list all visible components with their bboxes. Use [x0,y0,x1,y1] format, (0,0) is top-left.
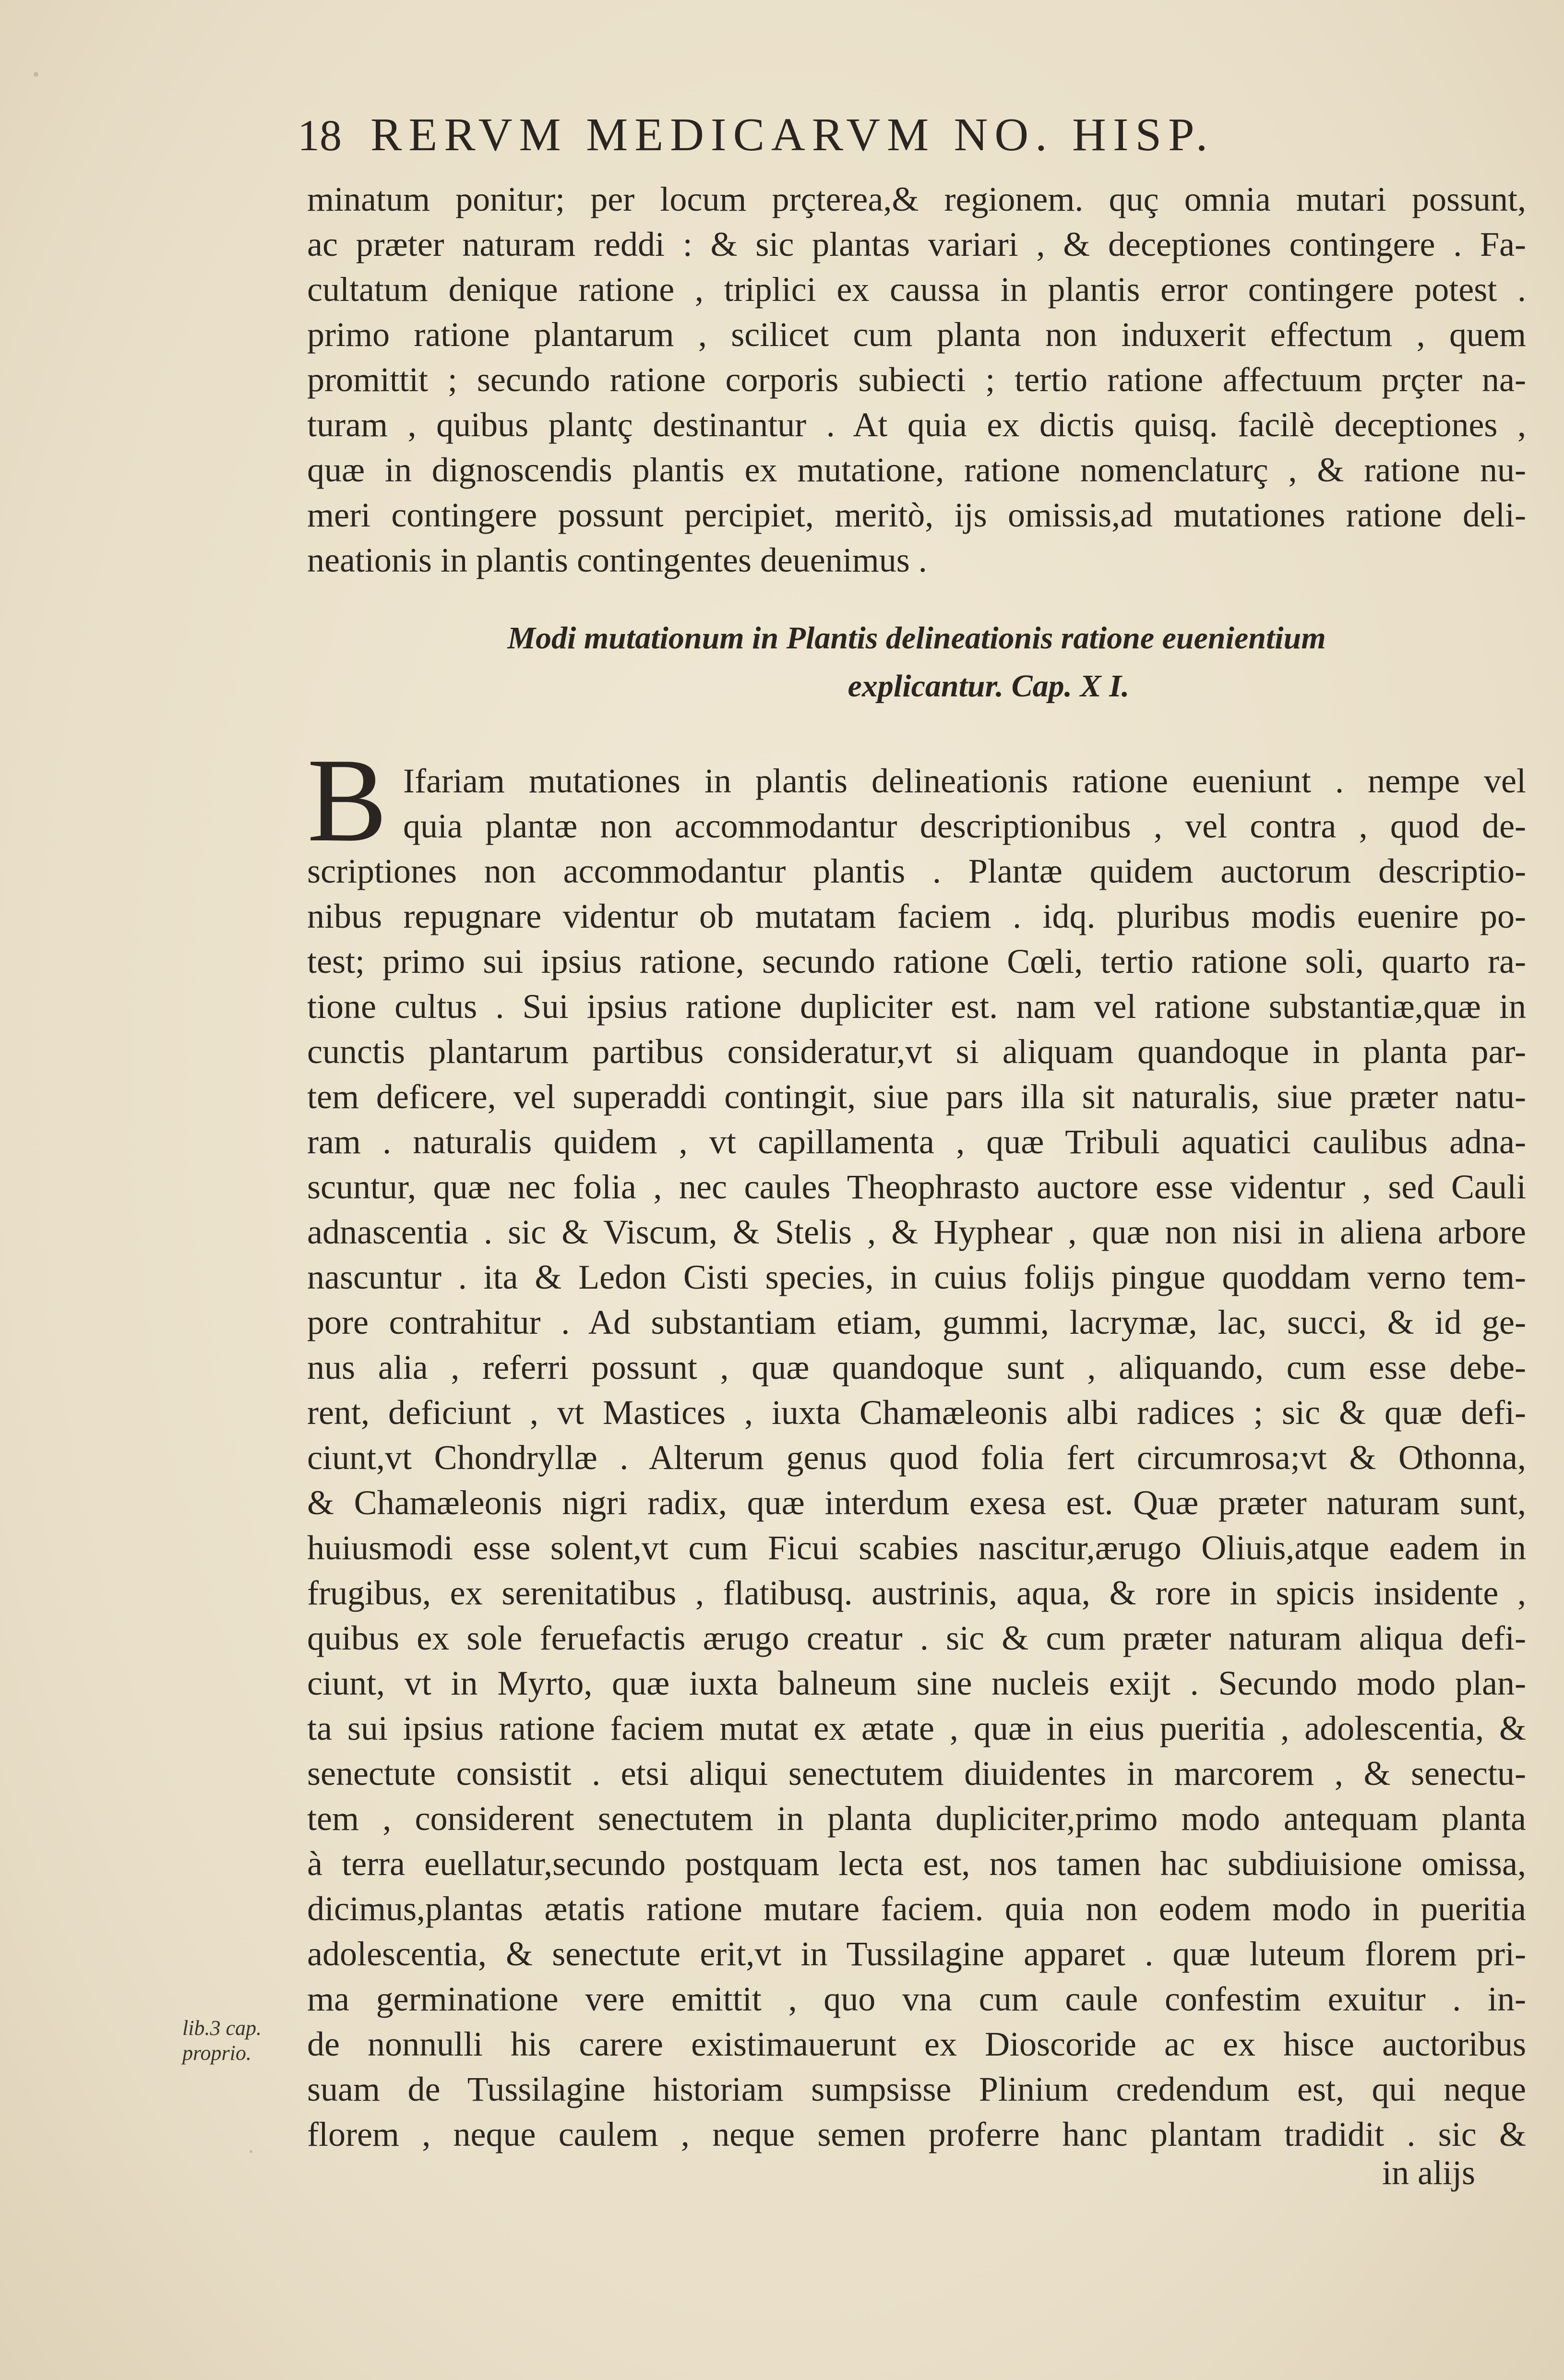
page-header [298,108,1497,166]
text-line: nus alia , referri possunt , quæ quandoque sunt , aliquando, cum esse debe- [307,1348,1526,1387]
page-number: 18 [298,111,342,160]
text-line: turam , quibus plantç destinantur . At quia ex dictis quisq. facilè deceptiones , [307,406,1526,444]
running-head: RERVM MEDICARVM NO. HISP. [370,109,1215,161]
chapter-heading [307,614,1526,710]
text-line: tem , considerent senectutem in planta dupliciter,primo modo antequam planta [307,1799,1526,1838]
text-line: ac præter naturam reddi : & sic plantas variari , & deceptiones contingere . Fa- [307,225,1526,263]
marginal-note: lib.3 cap. proprio. [182,2016,262,2065]
text-line: pore contrahitur . Ad substantiam etiam, gummi, lacrymæ, lac, succi, & id ge- [307,1303,1526,1341]
text-line: dicimus,plantas ætatis ratione mutare faciem. quia non eodem modo in pueritia [307,1890,1526,1928]
paper-speck [1142,1358,1146,1362]
text-line: de nonnulli his carere existimauerunt ex Dioscoride ac ex hisce auctoribus [307,2025,1526,2063]
text-line: nibus repugnare videntur ob mutatam faciem . idq. pluribus modis euenire po- [307,897,1526,935]
text-line: & Chamæleonis nigri radix, quæ interdum exesa est. Quæ præter naturam sunt, [307,1483,1526,1522]
text-line: senectute consistit . etsi aliqui senectutem diuidentes in marcorem , & senectu- [307,1754,1526,1793]
text-line: tione cultus . Sui ipsius ratione dupliciter est. nam vel ratione substantiæ,quæ in [307,987,1526,1026]
paragraph-continued [307,177,1526,583]
text-line: huiusmodi esse solent,vt cum Ficui scabies nascitur,ærugo Oliuis,atque eadem in [307,1529,1526,1567]
text-line: suam de Tussilagine historiam sumpsisse Plinium credendum est, qui neque [307,2070,1526,2108]
text-line: quia plantæ non accommodantur descriptionibus , vel contra , quod de- [403,807,1526,845]
text-line: scuntur, quæ nec folia , nec caules Theophrasto auctore esse videntur , sed Cauli [307,1168,1526,1206]
chapter-heading-line-2: explicantur. Cap. X I. [848,669,1130,704]
text-line: test; primo sui ipsius ratione, secundo ratione Cœli, tertio ratione soli, quarto ra- [307,942,1526,981]
text-line: frugibus, ex serenitatibus , flatibusq. austrinis, aqua, & rore in spicis insidente , [307,1574,1526,1612]
paper-speck [34,72,38,77]
text-line: à terra euellatur,secundo postquam lecta est, nos tamen hac subdiuisione omissa, [307,1844,1526,1883]
catchword: in alijs [1382,2153,1475,2192]
text-line: ma germinatione vere emittit , quo vna cum caule confestim exuitur . in- [307,1980,1526,2018]
drop-cap-letter: B [307,734,387,867]
text-line: scriptiones non accommodantur plantis . Plantæ quidem auctorum descriptio- [307,852,1526,890]
text-line: meri contingere possunt percipiet, meritò, ijs omissis,ad mutationes ratione deli- [307,496,1526,534]
text-line: ta sui ipsius ratione faciem mutat ex ætate , quæ in eius pueritia , adolescentia, & [307,1709,1526,1747]
text-line: cultatum denique ratione , triplici ex caussa in plantis error contingere potest . [307,270,1526,309]
text-line: ram . naturalis quidem , vt capillamenta , quæ Tribuli aquatici caulibus adna- [307,1123,1526,1161]
text-line: cunctis plantarum partibus consideratur,vt si aliquam quandoque in planta par- [307,1032,1526,1071]
text-line: quibus ex sole feruefactis ærugo creatur . sic & cum præter naturam aliqua defi- [307,1619,1526,1657]
text-line: adnascentia . sic & Viscum, & Stelis , & Hyphear , quæ non nisi in aliena arbore [307,1213,1526,1251]
text-line: nascuntur . ita & Ledon Cisti species, in cuius folijs pingue quoddam verno tem- [307,1258,1526,1296]
text-line: promittit ; secundo ratione corporis subiecti ; tertio ratione affectuum prçter na- [307,360,1526,399]
text-line: tem deficere, vel superaddi contingit, siue pars illa sit naturalis, siue præter natu- [307,1077,1526,1116]
text-line: rent, deficiunt , vt Mastices , iuxta Chamæleonis albi radices ; sic & quæ defi- [307,1393,1526,1432]
text-line: neationis in plantis contingentes deuenimus . [307,541,927,579]
text-line: quæ in dignoscendis plantis ex mutatione, ratione nomenclaturç , & ratione nu- [307,451,1526,489]
text-line: primo ratione plantarum , scilicet cum planta non induxerit effectum , quem [307,315,1526,354]
text-line: minatum ponitur; per locum prçterea,& regionem. quç omnia mutari possunt, [307,180,1526,218]
chapter-body [307,758,1526,2157]
text-line: Ifariam mutationes in plantis delineationis ratione eueniunt . nempe vel [403,762,1526,800]
paper-speck [250,2150,252,2153]
text-line: ciunt,vt Chondryllæ . Alterum genus quod folia fert circumrosa;vt & Othonna, [307,1438,1526,1477]
chapter-heading-line-1: Modi mutationum in Plantis delineationis ratione euenientium [507,621,1326,656]
text-line: adolescentia, & senectute erit,vt in Tussilagine apparet . quæ luteum florem pri- [307,1935,1526,1973]
text-line: florem , neque caulem , neque semen proferre hanc plantam tradidit . sic & [307,2115,1526,2153]
text-line: ciunt, vt in Myrto, quæ iuxta balneum sine nucleis exijt . Secundo modo plan- [307,1664,1526,1702]
